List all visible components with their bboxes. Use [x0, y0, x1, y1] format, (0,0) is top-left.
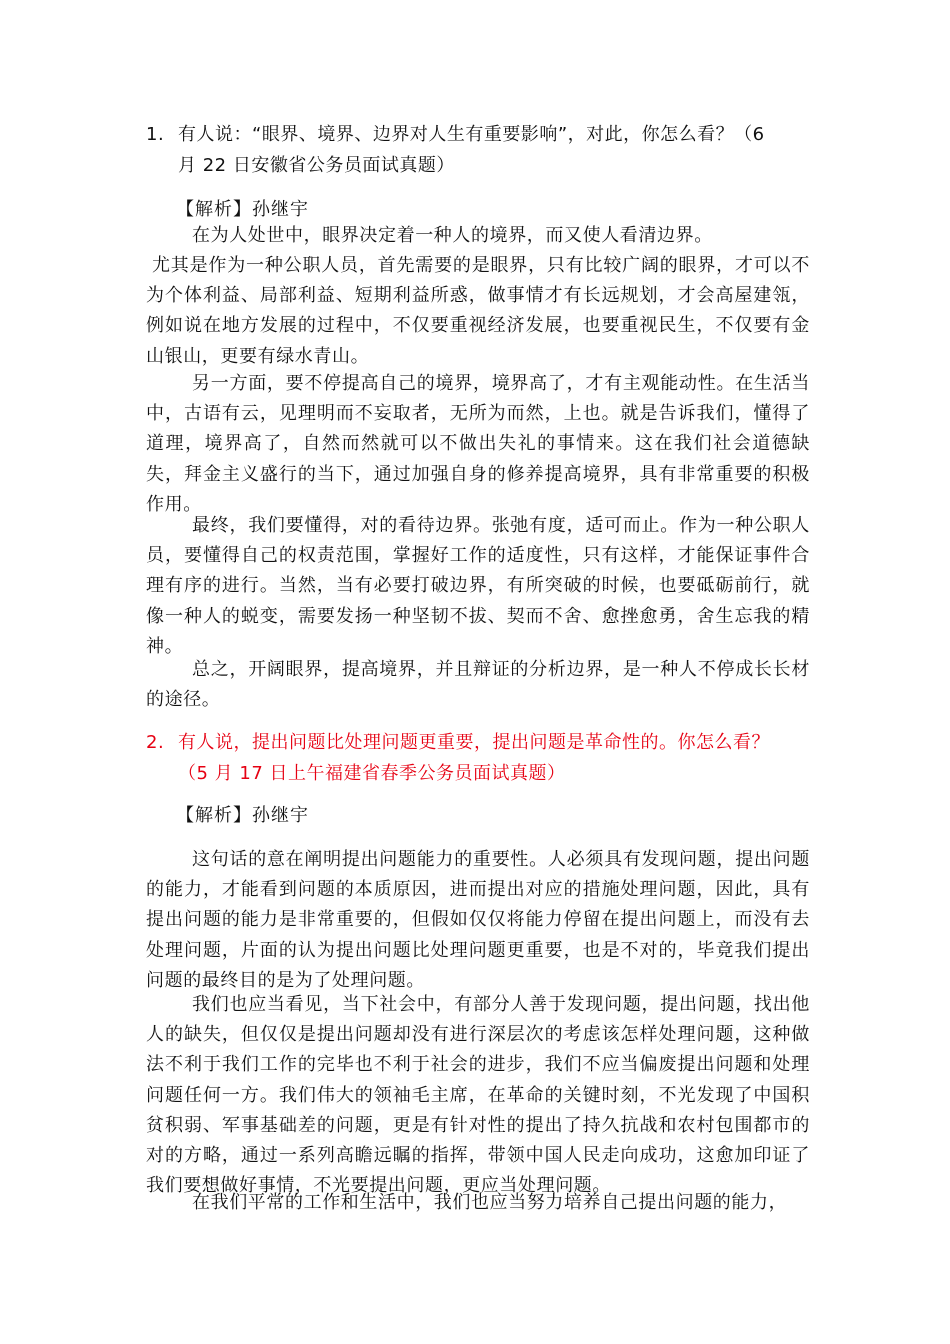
- question-1-analysis-label: 【解析】孙继宇: [176, 199, 309, 220]
- question-2-number: 2.: [146, 732, 165, 753]
- question-1-paragraph-1: 在为人处世中，眼界决定着一种人的境界，而又使人看清边界。: [192, 225, 713, 246]
- question-2-line-2: （5 月 17 日上午福建省春季公务员面试真题）: [178, 763, 566, 784]
- question-2-paragraph-3: 在我们平常的工作和生活中，我们也应当努力培养自己提出问题的能力，: [192, 1192, 788, 1213]
- question-1-paragraph-4: 最终，我们要懂得，对的看待边界。张弛有度，适可而止。作为一种公职人员，要懂得自己的权责范围，掌握好工作的适度性，只有这样，才能保证事件合理有序的进行。当然，当有必要打破边界，有所突破的时候，也要砥砺前行，就像一种人的蜕变，需要发扬一种坚韧不拔、契而不舍、愈挫愈勇，舍生忘我的精神。: [146, 515, 810, 657]
- question-2: [146, 727, 810, 789]
- question-1-paragraph-3: 另一方面，要不停提高自己的境界，境界高了，才有主观能动性。在生活当中，古语有云，见理明而不妄取者，无所为而然，上也。就是告诉我们，懂得了道理，境界高了，自然而然就可以不做出失礼的事情来。这在我们社会道德缺失，拜金主义盛行的当下，通过加强自身的修养提高境界，具有非常重要的积极作用。: [146, 373, 810, 515]
- question-2-paragraph-1: 这句话的意在阐明提出问题能力的重要性。人必须具有发现问题，提出问题的能力，才能看到问题的本质原因，进而提出对应的措施处理问题，因此，具有提出问题的能力是非常重要的，但假如仅仅将能力停留在提出问题上，而没有去处理问题，片面的认为提出问题比处理问题更重要，也是不对的，毕竟我们提出问题的最终目的是为了处理问题。: [146, 849, 810, 991]
- question-1-line-1: 有人说：“眼界、境界、边界对人生有重要影响”，对此，你怎么看？（6: [178, 124, 765, 145]
- question-1-number: 1.: [146, 124, 165, 145]
- question-1-line-2: 月 22 日安徽省公务员面试真题）: [178, 155, 455, 176]
- question-2-line-1: 有人说，提出问题比处理问题更重要，提出问题是革命性的。你怎么看？: [178, 732, 770, 753]
- question-1-paragraph-5: 总之，开阔眼界，提高境界，并且辩证的分析边界，是一种人不停成长长材的途径。: [146, 659, 810, 711]
- question-2-analysis-label: 【解析】孙继宇: [176, 805, 309, 826]
- question-1: [146, 119, 810, 181]
- question-1-paragraph-2: 尤其是作为一种公职人员，首先需要的是眼界，只有比较广阔的眼界，才可以不为个体利益、局部利益、短期利益所惑，做事情才有长远规划，才会高屋建瓴，例如说在地方发展的过程中，不仅要重视经济发展，也要重视民生，不仅要有金山银山，更要有绿水青山。: [146, 255, 810, 367]
- question-2-paragraph-2: 我们也应当看见，当下社会中，有部分人善于发现问题，提出问题，找出他人的缺失，但仅仅是提出问题却没有进行深层次的考虑该怎样处理问题，这种做法不利于我们工作的完毕也不利于社会的进步，我们不应当偏废提出问题和处理问题任何一方。我们伟大的领袖毛主席，在革命的关键时刻，不光发现了中国积贫积弱、军事基础差的问题，更是有针对性的提出了持久抗战和农村包围都市的对的方略，通过一系列高瞻远瞩的指挥，带领中国人民走向成功，这愈加印证了我们要想做好事情，不光要提出问题，更应当处理问题。: [146, 994, 810, 1197]
